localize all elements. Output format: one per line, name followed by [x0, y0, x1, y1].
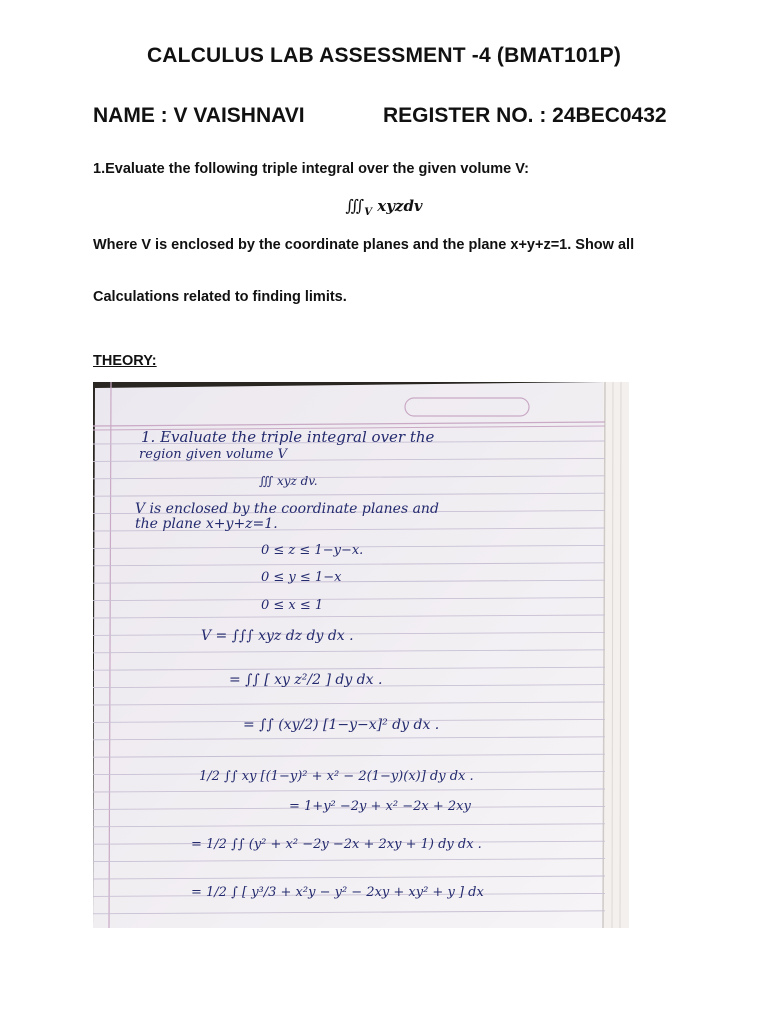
handwritten-line: 0 ≤ x ≤ 1 — [261, 598, 324, 613]
triple-integral-symbol: ∭ — [345, 196, 365, 215]
handwritten-line: V is enclosed by the coordinate planes and — [135, 501, 439, 517]
handwritten-line: 1/2 ∫∫ xy [(1−y)² + x² − 2(1−y)(x)] dy dx . — [199, 769, 474, 784]
question-text: 1.Evaluate the following triple integral over the given volume V: — [93, 161, 529, 177]
handwritten-line: V = ∫∫∫ xyz dz dy dx . — [201, 628, 354, 644]
integral-subscript: V — [364, 207, 373, 218]
handwritten-line: 1. Evaluate the triple integral over the — [141, 428, 435, 446]
notebook-page — [93, 382, 629, 928]
document-title: CALCULUS LAB ASSESSMENT -4 (BMAT101P) — [146, 44, 622, 67]
handwritten-line: = ∫∫ [ xy z²/2 ] dy dx . — [229, 672, 383, 688]
handwritten-line: the plane x+y+z=1. — [135, 516, 278, 532]
problem-description-continued: Calculations related to finding limits. — [93, 289, 347, 305]
integral-expression — [0, 196, 768, 218]
handwritten-line: = 1+y² −2y + x² −2x + 2xy — [289, 799, 471, 814]
handwritten-line: 0 ≤ y ≤ 1−x — [261, 570, 342, 585]
problem-description: Where V is enclosed by the coordinate planes and the plane x+y+z=1. Show all — [93, 237, 635, 253]
page-edge — [603, 382, 629, 928]
handwritten-line: region given volume V — [139, 447, 287, 462]
handwritten-line: 0 ≤ z ≤ 1−y−x. — [261, 543, 364, 558]
integrand: xyzdv — [377, 197, 423, 215]
theory-heading: THEORY: — [93, 353, 157, 369]
handwritten-notes-photo — [93, 382, 629, 928]
handwritten-line: = 1/2 ∫ [ y³/3 + x²y − y² − 2xy + xy² + y ] dx — [191, 885, 484, 900]
handwritten-line: = 1/2 ∫∫ (y² + x² −2y −2x + 2xy + 1) dy dx . — [191, 837, 482, 852]
handwritten-line: ∭ xyz dv. — [259, 474, 318, 488]
register-number: REGISTER NO. : 24BEC0432 — [383, 104, 667, 127]
handwritten-line: = ∫∫ (xy/2) [1−y−x]² dy dx . — [243, 717, 440, 733]
student-name: NAME : V VAISHNAVI — [93, 104, 305, 127]
student-info — [93, 104, 693, 128]
